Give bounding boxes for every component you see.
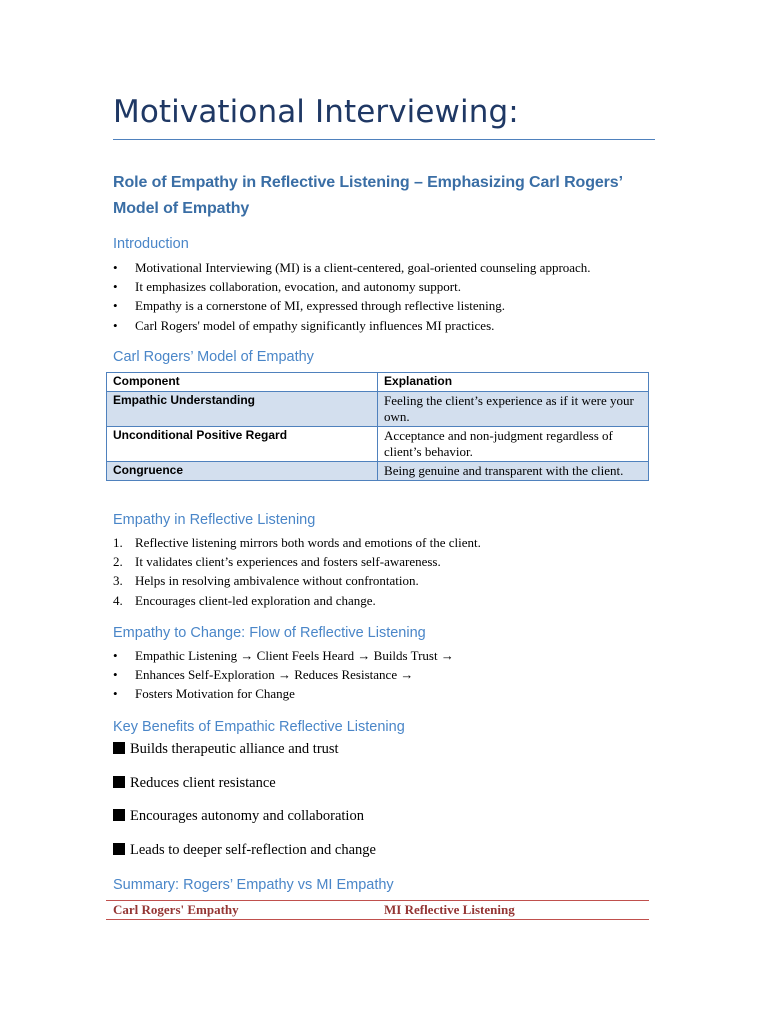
square-bullet-icon xyxy=(113,809,125,821)
rogers-model-heading: Carl Rogers’ Model of Empathy xyxy=(113,349,314,365)
bullet-icon: • xyxy=(113,279,118,295)
square-bullet-icon xyxy=(113,742,125,754)
list-item: • Motivational Interviewing (MI) is a client-centered, goal-oriented counseling approach. xyxy=(113,258,591,277)
summary-table-header xyxy=(106,900,649,920)
benefit-item: Reduces client resistance xyxy=(113,775,276,792)
list-number: 1. xyxy=(113,535,123,550)
square-bullet-icon xyxy=(113,843,125,855)
introduction-list xyxy=(113,258,591,335)
list-item: 3. Helps in resolving ambivalence without confrontation. xyxy=(113,571,481,590)
table-cell: Acceptance and non-judgment regardless of client’s behavior. xyxy=(378,427,649,462)
introduction-heading: Introduction xyxy=(113,236,189,252)
table-cell: Feeling the client’s experience as if it were your own. xyxy=(378,392,649,427)
list-item: • It emphasizes collaboration, evocation, and autonomy support. xyxy=(113,277,591,296)
flow-list xyxy=(113,646,454,704)
table-row xyxy=(107,462,649,481)
document-subtitle: Role of Empathy in Reflective Listening – Emphasizing Carl Rogers’ Model of Empathy xyxy=(113,174,623,217)
column-header: Explanation xyxy=(378,373,649,392)
reflective-listening-list xyxy=(113,533,481,610)
bullet-icon: • xyxy=(113,648,118,663)
summary-heading: Summary: Rogers’ Empathy vs MI Empathy xyxy=(113,877,394,893)
column-header: Component xyxy=(107,373,378,392)
reflective-listening-heading: Empathy in Reflective Listening xyxy=(113,512,316,528)
table-cell: Being genuine and transparent with the client. xyxy=(378,462,649,481)
list-item: • Empathic Listening → Client Feels Heard → Builds Trust → xyxy=(113,646,454,665)
table-cell: Congruence xyxy=(107,462,378,481)
flow-heading: Empathy to Change: Flow of Reflective Listening xyxy=(113,625,426,641)
list-number: 3. xyxy=(113,573,123,589)
benefit-item: Builds therapeutic alliance and trust xyxy=(113,741,339,758)
list-item: 4. Encourages client-led exploration and change. xyxy=(113,591,481,610)
bullet-icon: • xyxy=(113,667,118,683)
bullet-icon: • xyxy=(113,260,118,275)
table-header-row xyxy=(107,373,649,392)
column-header: Carl Rogers' Empathy xyxy=(113,902,239,917)
bullet-icon: • xyxy=(113,317,118,333)
list-item: 2. It validates client’s experiences and fosters self-awareness. xyxy=(113,552,481,571)
square-bullet-icon xyxy=(113,776,125,788)
list-number: 2. xyxy=(113,554,123,570)
document-title: Motivational Interviewing: xyxy=(113,94,519,130)
table-row xyxy=(107,427,649,462)
bullet-icon: • xyxy=(113,686,118,702)
rogers-model-table xyxy=(106,372,649,481)
list-item: • Carl Rogers' model of empathy significantly influences MI practices. xyxy=(113,316,591,335)
list-item: • Fosters Motivation for Change xyxy=(113,684,454,703)
title-underline xyxy=(113,139,655,140)
bullet-icon: • xyxy=(113,298,118,314)
column-header: MI Reflective Listening xyxy=(384,902,515,917)
table-cell: Unconditional Positive Regard xyxy=(107,427,378,462)
benefit-item: Encourages autonomy and collaboration xyxy=(113,808,364,825)
list-item: • Empathy is a cornerstone of MI, expressed through reflective listening. xyxy=(113,296,591,315)
list-item: 1. Reflective listening mirrors both words and emotions of the client. xyxy=(113,533,481,552)
list-number: 4. xyxy=(113,592,123,608)
list-item: • Enhances Self-Exploration → Reduces Resistance → xyxy=(113,665,454,684)
table-row xyxy=(107,392,649,427)
benefit-item: Leads to deeper self-reflection and change xyxy=(113,842,376,859)
table-cell: Empathic Understanding xyxy=(107,392,378,427)
benefits-heading: Key Benefits of Empathic Reflective Listening xyxy=(113,719,405,735)
